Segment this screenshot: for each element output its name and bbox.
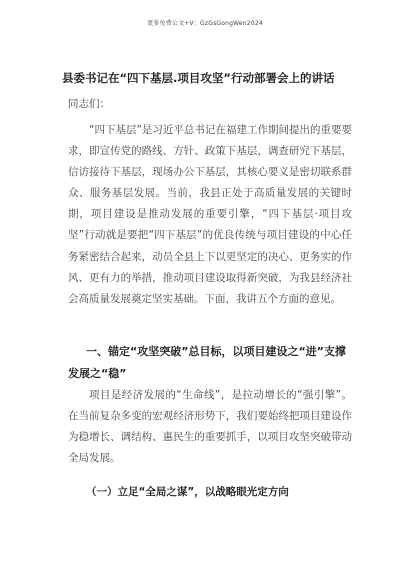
greeting: 同志们： [68,98,110,110]
paragraph-intro: “四下基层”是习近平总书记在福建工作期间提出的重要要求，即宣传党的路线、方针、政策下基层，调查研究下基层，信访接待下基层，现场办公下基层，其核心要义是密切联系群众、服务基层发展。当前，我县正处于高质量发展的关键时期，项目建设是推动发展的重要引擎，“四下基层·项目攻坚”行动就是要把“四下基层”的优良传统与项目建设的中心任务紧密结合起来，动员全县上下以更坚定的决心、更务实的作风、更有力的举措，推动项目建设取得新突破，为我县经济社会高质量发展奠定坚实基础。下面，我讲五个方面的意见。 [68,124,352,305]
document-title: 县委书记在“四下基层.项目攻坚”行动部署会上的讲话 [62,71,335,85]
header-watermark: 更多免费公文+V：GzGsGongWen2024 [147,20,263,27]
section-heading-1: 一、锚定“攻坚突破”总目标，以项目建设之“进”支撑发展之“稳” [68,345,346,380]
paragraph-section-1: 项目是经济发展的“生命线”，是拉动增长的“强引擎”。在当前复杂多变的宏观经济形势下，我们要始终把项目建设作为稳增长、调结构、惠民生的重要抓手，以项目攻坚突破带动全局发展。 [68,389,352,465]
subsection-heading-1: （一）立足“全局之谋”，以战略眼光定方向 [86,486,289,498]
